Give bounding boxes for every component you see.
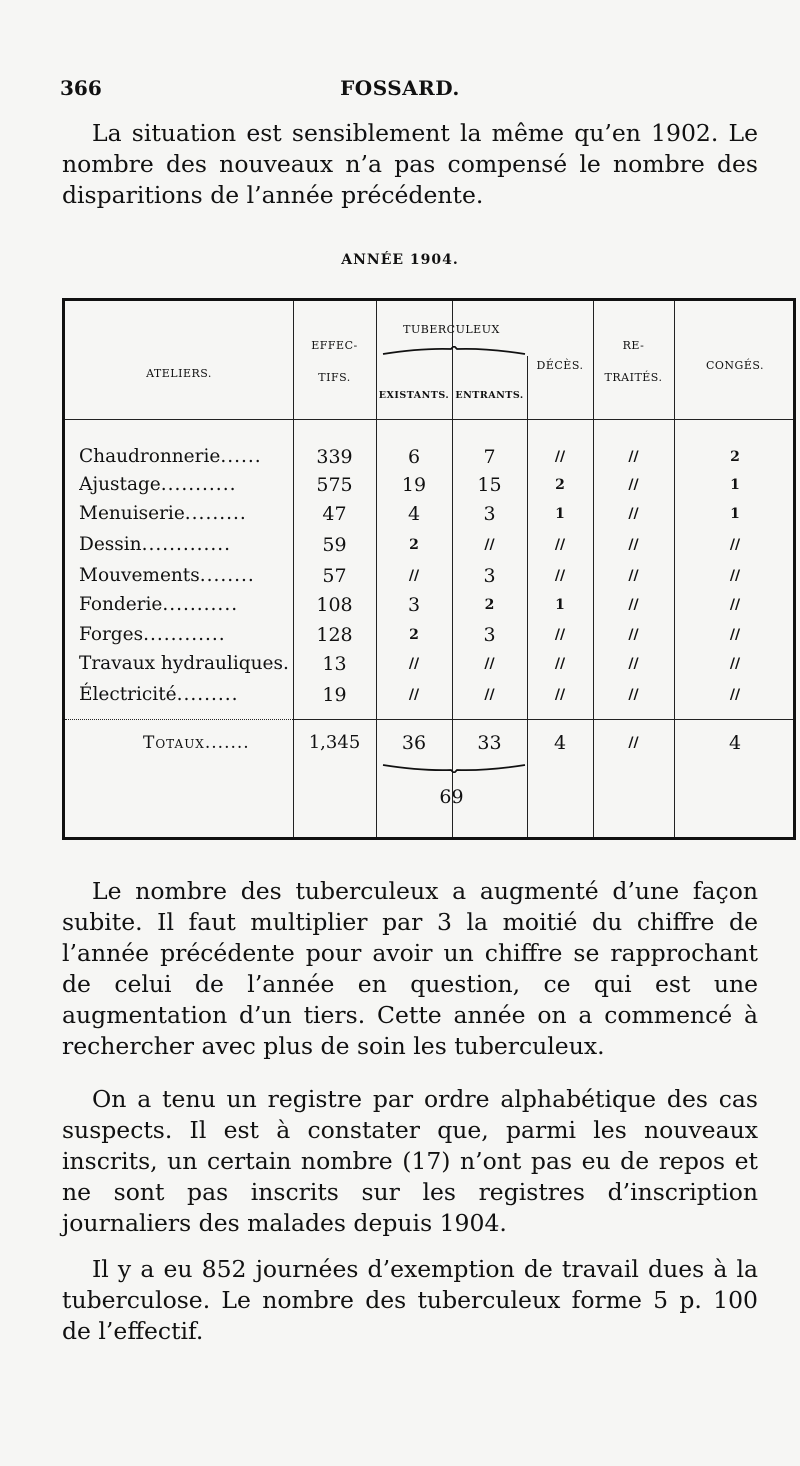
atelier-label	[79, 591, 293, 619]
deces-cell: 1	[555, 597, 565, 613]
atelier-text: .........	[176, 684, 239, 705]
existants-cell: //	[408, 656, 420, 672]
atelier-text: Fonderie	[79, 594, 163, 615]
header-deces: DÉCÈS.	[536, 359, 584, 372]
effectifs-cell: 19	[322, 684, 347, 706]
retraites-cell: //	[628, 537, 639, 553]
deces-cell: 2	[555, 477, 565, 493]
header-retraites: RE- TRAITÉS.	[604, 339, 663, 384]
atelier-text: Forges	[79, 624, 144, 645]
entrants-cell: 15	[477, 474, 502, 496]
row-travaux-hydrauliques	[65, 650, 793, 678]
entrants-cell: 3	[483, 503, 496, 525]
existants-cell: 2	[409, 537, 419, 553]
entrants-cell: 2	[484, 597, 495, 613]
existants-cell: 3	[407, 594, 421, 616]
conges-cell: //	[729, 656, 741, 672]
paragraph-registre: On a tenu un registre par ordre alphabétique des cas suspects. Il est à constater que, parmi les nouveaux inscrits, un certain nombre (17) n’ont pas eu de repos et ne sont pas inscrits sur les registres d’inscription journaliers des malades depuis 1904.	[62, 1085, 758, 1237]
effectifs-cell: 128	[316, 624, 353, 646]
effectifs-cell: 108	[316, 594, 353, 616]
entrants-cell: 3	[483, 565, 496, 587]
atelier-label	[79, 621, 293, 649]
entrants-cell: 3	[483, 624, 496, 646]
header-existants: EXISTANTS.	[378, 390, 450, 401]
conges-cell: //	[729, 568, 741, 584]
deces-cell: //	[554, 568, 566, 584]
total-entrants: 33	[477, 732, 502, 754]
atelier-label	[79, 531, 293, 559]
retraites-cell: //	[628, 506, 639, 522]
row-mouvements	[65, 562, 793, 590]
header-effectifs: EFFEC- TIFS.	[311, 339, 358, 384]
conges-cell: //	[729, 597, 741, 613]
atelier-text: Chaudronnerie	[79, 446, 221, 467]
existants-cell: 6	[407, 446, 421, 468]
entrants-cell: 7	[483, 446, 496, 468]
running-head: FOSSARD.	[340, 76, 460, 100]
existants-cell: //	[408, 568, 420, 584]
atelier-text: ...........	[162, 594, 239, 615]
deces-cell: 1	[555, 506, 565, 522]
atelier-label	[79, 650, 293, 678]
atelier-text: ...........	[160, 474, 237, 495]
statistics-table	[62, 298, 796, 840]
conges-cell: 1	[730, 477, 740, 493]
conges-cell: //	[729, 687, 741, 703]
conges-cell: //	[729, 627, 741, 643]
effectifs-cell: 59	[322, 534, 347, 556]
effectifs-cell: 57	[322, 565, 347, 587]
totaux-label	[143, 729, 293, 757]
total-conges: 4	[728, 732, 742, 754]
conges-cell: 2	[730, 449, 740, 465]
atelier-text: Menuiserie	[79, 503, 185, 524]
existants-cell: 19	[401, 474, 427, 496]
row-dessin	[65, 531, 793, 559]
atelier-text: .......	[204, 733, 250, 753]
atelier-text: ............	[143, 624, 226, 645]
row-ajustage	[65, 471, 793, 499]
paragraph-exemption: Il y a eu 852 journées d’exemption de travail dues à la tuberculose. Le nombre des tuberculeux forme 5 p. 100 de l’effectif.	[62, 1255, 758, 1345]
header-tuberculeux: TUBERCULEUX	[403, 323, 500, 336]
retraites-cell: //	[628, 449, 639, 465]
atelier-text: ......	[220, 446, 262, 467]
retraites-cell: //	[628, 597, 639, 613]
conges-cell: //	[729, 537, 741, 553]
row-electricite	[65, 681, 793, 709]
conges-cell: 1	[730, 506, 740, 522]
effectifs-cell: 339	[316, 446, 353, 468]
paragraph-tuberculeux-increase: Le nombre des tuberculeux a augmenté d’une façon subite. Il faut multiplier par 3 la moitié du chiffre de l’année précédente pour avoir un chiffre se rapprochant de celui de l’année en question, ce qui est une augmentation d’un tiers. Cette année on a commencé à rechercher avec plus de soin les tuberculeux.	[62, 877, 758, 1060]
atelier-label	[79, 443, 293, 471]
tuberculeux-brace	[381, 346, 527, 356]
row-menuiserie	[65, 500, 793, 528]
atelier-text: .........	[184, 503, 247, 524]
atelier-text: ........	[199, 565, 255, 586]
retraites-cell: //	[628, 656, 639, 672]
total-effectifs: 1,345	[308, 732, 361, 753]
retraites-cell: //	[628, 627, 639, 643]
total-existants: 36	[401, 732, 427, 754]
row-totaux	[65, 729, 793, 757]
existants-cell: 4	[407, 503, 421, 525]
atelier-text: .	[282, 653, 290, 674]
atelier-text: Mouvements	[79, 565, 200, 586]
row-forges	[65, 621, 793, 649]
entrants-cell: //	[484, 656, 495, 672]
row-chaudronnerie	[65, 443, 793, 471]
effectifs-cell: 575	[316, 474, 353, 496]
effectifs-cell: 13	[322, 653, 347, 675]
existants-cell: 2	[409, 627, 419, 643]
atelier-label	[79, 562, 293, 590]
entrants-cell: //	[484, 537, 495, 553]
atelier-label	[79, 471, 293, 499]
header-conges: CONGÉS.	[705, 359, 765, 372]
header-ateliers: ATELIERS.	[146, 367, 212, 380]
entrants-cell: //	[484, 687, 495, 703]
atelier-text: Totaux	[143, 733, 205, 753]
atelier-text: Dessin	[79, 534, 142, 555]
tuberculeux-total: 69	[439, 786, 464, 808]
total-deces: 4	[553, 732, 567, 754]
atelier-text: Ajustage	[79, 474, 161, 495]
row-fonderie	[65, 591, 793, 619]
effectifs-cell: 47	[322, 503, 347, 525]
atelier-text: Travaux hydrauliques	[79, 653, 283, 674]
page-number: 366	[60, 76, 102, 100]
total-retraites: //	[628, 735, 639, 751]
retraites-cell: //	[628, 687, 639, 703]
atelier-label	[79, 681, 293, 709]
deces-cell: //	[554, 449, 566, 465]
existants-cell: //	[408, 687, 420, 703]
deces-cell: //	[554, 687, 566, 703]
table-caption: ANNÉE 1904.	[341, 252, 459, 268]
totals-brace	[381, 763, 527, 773]
atelier-text: Électricité	[79, 684, 177, 705]
deces-cell: //	[554, 537, 566, 553]
retraites-cell: //	[628, 568, 639, 584]
deces-cell: //	[554, 627, 566, 643]
atelier-text: .............	[141, 534, 232, 555]
atelier-label	[79, 500, 293, 528]
header-entrants: ENTRANTS.	[455, 390, 524, 401]
intro-paragraph: La situation est sensiblement la même qu’en 1902. Le nombre des nouveaux n’a pas compensé le nombre des disparitions de l’année précédente.	[62, 119, 758, 209]
deces-cell: //	[554, 656, 566, 672]
retraites-cell: //	[628, 477, 639, 493]
